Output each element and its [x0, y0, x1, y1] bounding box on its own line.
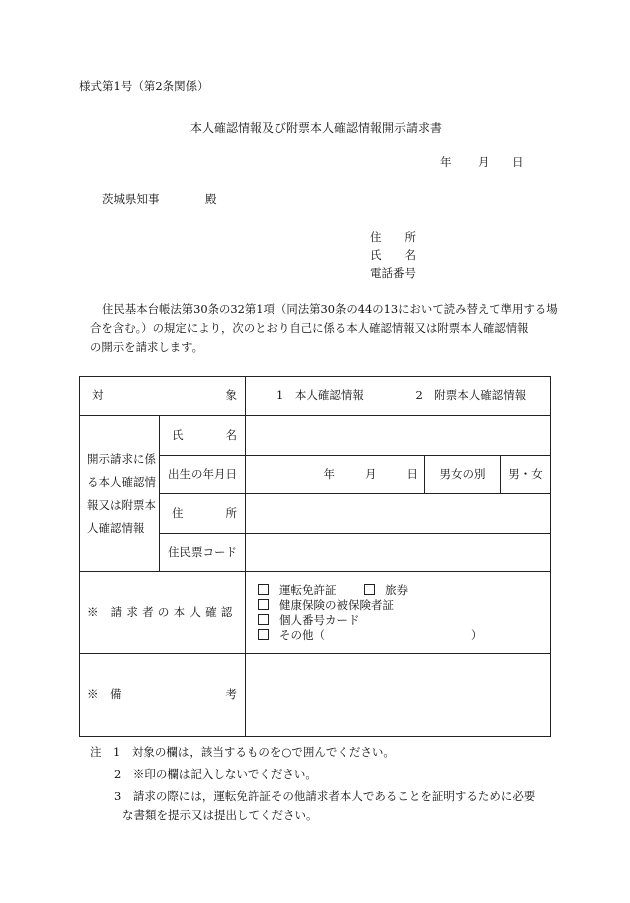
mynumber-option[interactable] — [258, 613, 550, 628]
address-label-left: 住 — [172, 505, 184, 520]
intro-line: 住民基本台帳法第30条の32第1項（同法第30条の44の13において読み替えて準用する場 — [102, 302, 558, 316]
license-option[interactable] — [258, 583, 337, 597]
intro-line: の開示を請求します。 — [90, 340, 203, 354]
checkbox-icon[interactable] — [258, 584, 269, 595]
subject-options-cell[interactable] — [246, 377, 551, 416]
resident-code-label: 住民票コード — [160, 534, 246, 572]
addressee-honorific: 殿 — [205, 192, 217, 206]
dob-label: 出生の年月日 — [160, 456, 246, 494]
checkbox-icon[interactable] — [258, 629, 269, 640]
group-label-line: る本人確認情 — [87, 474, 156, 489]
subject-label-right: 象 — [225, 388, 237, 403]
resident-code-field[interactable] — [246, 534, 551, 572]
sex-field[interactable]: 男・女 — [501, 456, 551, 494]
subject-label-cell — [80, 377, 246, 416]
group-label-cell — [80, 416, 160, 572]
checkbox-icon[interactable] — [258, 599, 269, 610]
sex-label: 男女の別 — [425, 456, 501, 494]
dob-day: 日 — [406, 466, 418, 481]
applicant-phone-label: 電話番号 — [370, 266, 416, 280]
insurance-label: 健康保険の被保険者証 — [279, 597, 394, 612]
verification-label: ※ 請 求 者 の 本 人 確 認 — [80, 572, 246, 654]
page-title: 本人確認情報及び附票本人確認情報開示請求書 — [190, 121, 443, 135]
name-label-cell — [160, 416, 246, 456]
group-label-line: 人確認情報 — [87, 520, 145, 535]
remarks-label-right: 考 — [225, 687, 237, 702]
note-2: 2 ※印の欄は記入しないでください。 — [114, 767, 317, 781]
address-field[interactable] — [246, 494, 551, 534]
insurance-option[interactable] — [258, 598, 550, 613]
date-month: 月 — [478, 155, 490, 169]
verification-options — [246, 572, 551, 654]
name-label-left: 氏 — [172, 427, 184, 442]
group-label-line: 報又は附票本 — [87, 497, 156, 512]
addressee-name: 茨城県知事 — [102, 192, 160, 206]
checkbox-icon[interactable] — [364, 584, 375, 595]
dob-field[interactable] — [246, 456, 425, 494]
subject-label-left: 対 — [92, 388, 104, 403]
passport-label: 旅券 — [385, 582, 409, 597]
dob-year: 年 — [323, 466, 335, 481]
applicant-address-label: 住 所 — [370, 230, 416, 244]
other-option[interactable] — [258, 628, 550, 643]
note-3-cont: な書類を提示又は提出してください。 — [122, 808, 318, 822]
remarks-row — [80, 654, 551, 737]
address-label-right: 所 — [225, 505, 237, 520]
subject-option-2[interactable]: 2 附票本人確認情報 — [415, 388, 527, 403]
checkbox-icon[interactable] — [258, 614, 269, 625]
group-label-line: 開示請求に係 — [87, 451, 156, 466]
subject-row — [80, 377, 551, 416]
remarks-label-left: ※ 備 — [87, 687, 122, 702]
remarks-field[interactable] — [246, 654, 551, 737]
address-label-cell — [160, 494, 246, 534]
date-day: 日 — [512, 155, 524, 169]
applicant-name-label: 氏 名 — [370, 248, 416, 262]
form-number: 様式第1号（第2条関係） — [79, 79, 209, 93]
subject-option-1[interactable]: 1 本人確認情報 — [276, 388, 364, 403]
name-field[interactable] — [246, 416, 551, 456]
date-year: 年 — [440, 155, 452, 169]
mynumber-label: 個人番号カード — [279, 612, 360, 627]
name-row — [80, 416, 551, 456]
name-label-right: 名 — [225, 427, 237, 442]
license-label: 運転免許証 — [279, 582, 337, 597]
intro-line: 合を含む。）の規定により，次のとおり自己に係る本人確認情報又は附票本人確認情報 — [90, 321, 529, 335]
other-close-paren: ） — [471, 627, 483, 642]
note-1: 注 1 対象の欄は，該当するものを○で囲んでください。 — [90, 745, 395, 759]
request-form-table — [79, 376, 551, 737]
remarks-label-cell — [80, 654, 246, 737]
other-label: その他（ — [279, 627, 325, 642]
dob-month: 月 — [365, 466, 377, 481]
verification-row — [80, 572, 551, 654]
passport-option[interactable] — [364, 583, 408, 597]
note-3: 3 請求の際には，運転免許証その他請求者本人であることを証明するために必要 — [114, 789, 536, 803]
